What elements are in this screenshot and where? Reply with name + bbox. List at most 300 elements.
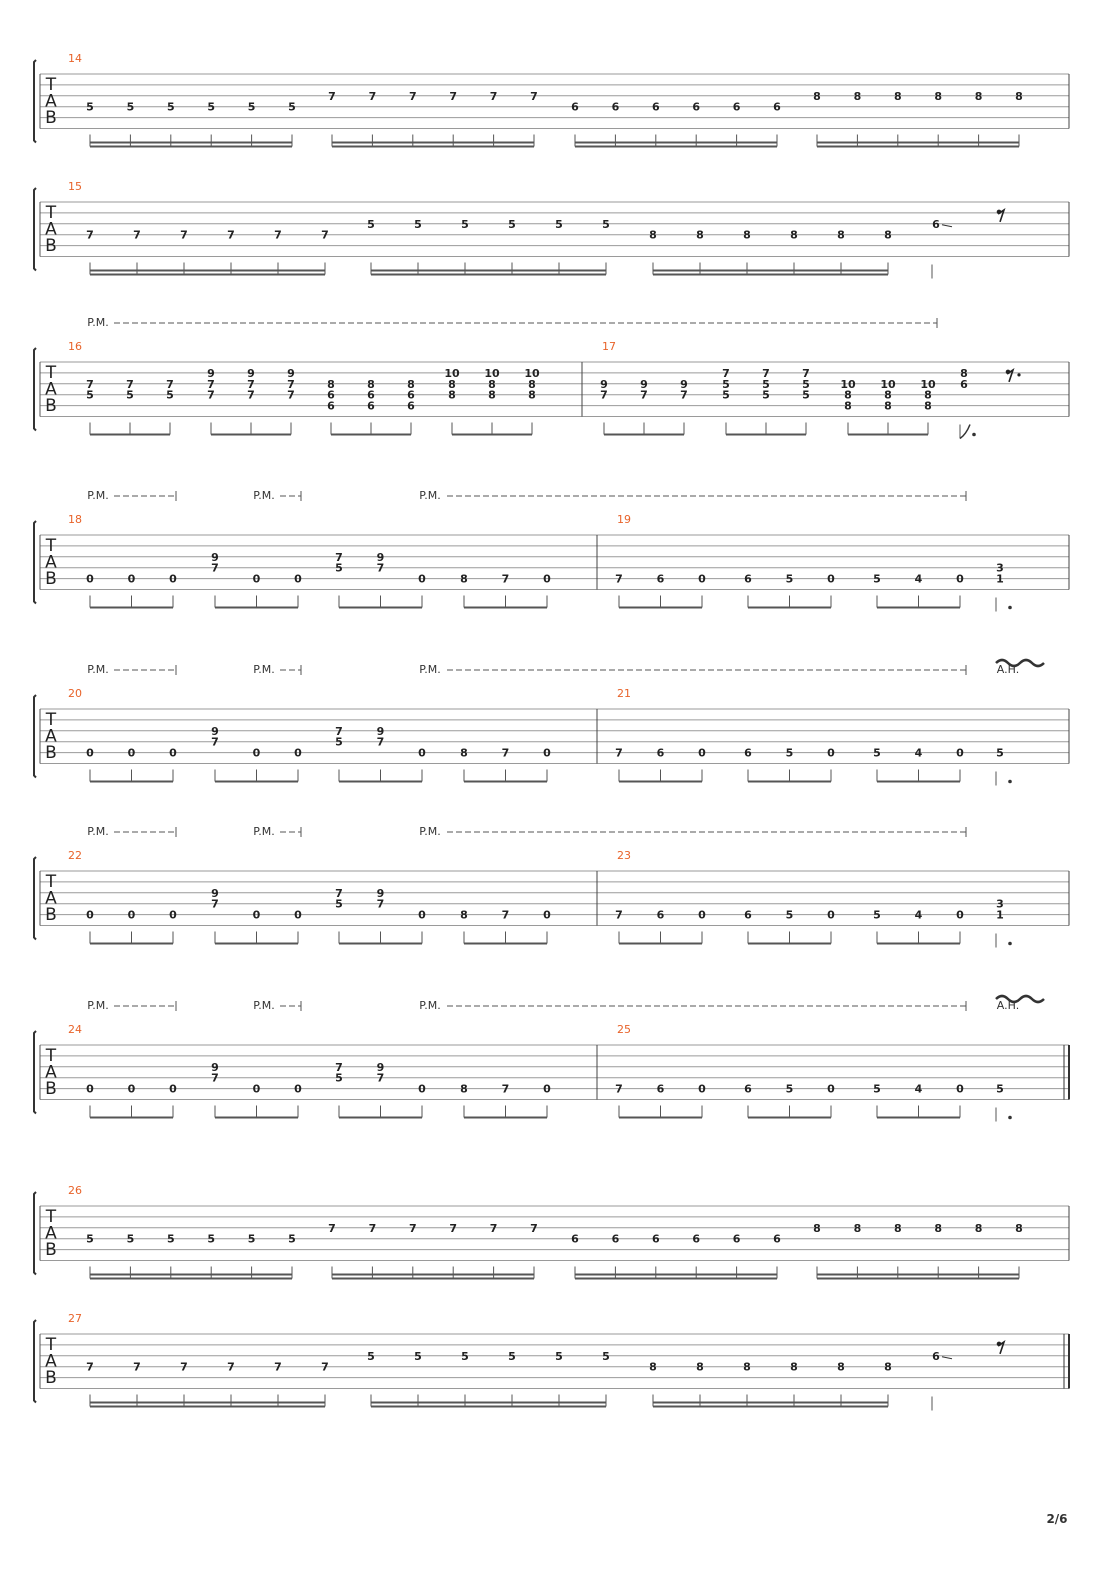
fret-number: 3 [996,561,1004,575]
fret-number: 7 [335,550,343,564]
fret-number: 7 [615,908,623,922]
beam-group [813,1222,1023,1279]
beam-group [211,1061,302,1118]
fret-number: 0 [86,572,94,586]
fret-number: 0 [956,1082,964,1096]
fret-number: 7 [287,388,295,402]
fret-number: 5 [335,561,343,575]
fret-number: 0 [169,1082,177,1096]
fret-number: 7 [530,1221,538,1235]
fret-number: 6 [367,388,375,402]
fret-number: 7 [501,1082,510,1096]
system-bracket [34,1192,36,1275]
fret-number: 5 [166,1232,175,1246]
fret-number: 8 [837,1360,845,1374]
fret-number: 8 [488,388,496,402]
fret-number: 0 [956,572,964,586]
fret-number: 3 [996,897,1004,911]
fret-number: 7 [274,228,282,242]
tab-clef-letter: T [45,710,57,730]
fret-number: 4 [914,572,923,586]
fret-number: 5 [247,100,256,114]
fret-number: 7 [501,908,510,922]
beam-group [722,367,810,435]
fret-number: 6 [773,100,781,114]
fret-number: 5 [762,377,770,391]
measure [68,687,551,782]
fret-number: 0 [698,572,706,586]
measure-number: 21 [617,687,631,700]
fret-number: 8 [790,228,798,242]
fret-number: 0 [127,1082,136,1096]
fret-number: 5 [873,746,881,760]
fret-number: 0 [169,572,177,586]
tab-clef-letter: A [45,888,57,909]
tab-system [34,996,1069,1122]
fret-number: 7 [133,228,141,242]
measure [68,1184,1023,1279]
fret-number: 5 [247,1232,256,1246]
fret-number: 9 [680,377,688,391]
tab-clef-letter: T [45,75,57,95]
beam-group [649,1361,892,1407]
single-note [996,898,1012,948]
tab-system [34,660,1069,786]
tab-clef-letter: T [45,1046,57,1066]
fret-number: 0 [418,746,426,760]
beam-group [86,1233,296,1279]
beam-group [840,378,936,435]
fret-number: 7 [227,1360,235,1374]
palm-mute-label: P.M. [87,663,109,676]
fret-number: 0 [86,908,94,922]
fret-number: 10 [444,366,460,380]
fret-number: 10 [484,366,500,380]
fret-number: 9 [600,377,608,391]
fret-number: 8 [649,1360,657,1374]
fret-number: 5 [126,388,134,402]
measure [597,687,1012,786]
measure [68,340,540,435]
fret-number: 0 [169,746,177,760]
system-bracket [34,1031,36,1114]
fret-number: 7 [207,377,215,391]
fret-number: 8 [790,1360,798,1374]
fret-number: 5 [722,377,730,391]
measure-number: 18 [68,513,82,526]
fret-number: 5 [414,217,422,231]
fret-number: 0 [127,746,136,760]
rhythm-dot [1008,1116,1012,1120]
fret-number: 7 [86,1360,94,1374]
beam-group [207,367,295,435]
fret-number: 9 [211,724,219,738]
beam-group [460,909,551,944]
fret-number: 0 [698,908,706,922]
beam-group [571,1233,781,1279]
fret-number: 7 [530,89,538,103]
fret-number: 5 [86,1232,94,1246]
beam-group [211,887,302,944]
fret-number: 0 [698,746,706,760]
beam-group [328,90,538,147]
tab-clef-letter: T [45,536,57,556]
fret-number: 5 [335,735,343,749]
fret-number: 5 [602,1349,610,1363]
fret-number: 7 [335,724,343,738]
fret-number: 5 [508,1349,516,1363]
beam-group [86,1083,177,1118]
slide-mark [942,1357,952,1359]
fret-number: 0 [827,908,835,922]
fret-number: 6 [732,1232,741,1246]
fret-number: 4 [914,908,923,922]
fret-number: 0 [252,1082,261,1096]
fret-number: 8 [884,399,892,413]
fret-number: 8 [960,366,968,380]
fret-number: 0 [252,572,261,586]
beam-group [571,101,781,147]
fret-number: 8 [934,1221,943,1235]
fret-number: 8 [649,228,657,242]
fret-number: 8 [460,746,468,760]
fret-number: 1 [996,572,1004,586]
fret-number: 7 [211,735,219,749]
fret-number: 10 [524,366,540,380]
tab-clef-letter: A [45,1223,57,1244]
measure-number: 15 [68,180,82,193]
beam-group [744,747,835,782]
fret-number: 5 [996,746,1004,760]
measure [68,849,551,944]
fret-number: 8 [488,377,496,391]
fret-number: 5 [873,572,881,586]
measure [68,1312,1004,1411]
fret-number: 0 [418,572,426,586]
fret-number: 5 [288,1232,296,1246]
fret-number: 5 [461,1349,469,1363]
fret-number: 9 [211,550,219,564]
fret-number: 7 [180,1360,188,1374]
fret-number: 5 [126,100,135,114]
beam-group [460,573,551,608]
measure [597,1023,1012,1122]
fret-number: 5 [508,217,516,231]
measure-number: 27 [68,1312,82,1325]
tab-clef-letter: T [45,363,57,383]
fret-number: 7 [640,388,648,402]
fret-number: 8 [853,1221,862,1235]
fret-number: 8 [837,228,845,242]
fret-number: 7 [376,897,385,911]
tab-system [34,1312,1069,1411]
fret-number: 1 [996,908,1004,922]
tab-clef-letter: T [45,1207,57,1227]
fret-number: 8 [893,1221,902,1235]
fret-number: 6 [407,388,415,402]
palm-mute-label: P.M. [253,825,275,838]
fret-number: 7 [408,1221,417,1235]
tab-clef-letter: A [45,1351,57,1372]
fret-number: 5 [555,1349,563,1363]
fret-number: 5 [166,100,175,114]
system-bracket [34,695,36,778]
fret-number: 6 [571,1232,579,1246]
single-note [960,367,976,439]
beam-group [86,909,177,944]
tab-system [34,180,1069,279]
measure-number: 14 [68,52,82,65]
fret-number: 7 [86,228,94,242]
fret-number: 7 [180,228,188,242]
fret-number: 0 [86,746,94,760]
measure [597,513,1012,612]
beam-group [615,1083,706,1118]
fret-number: 7 [449,89,458,103]
fret-number: 8 [853,89,862,103]
fret-number: 6 [611,1232,620,1246]
fret-number: 5 [414,1349,422,1363]
tab-clef-letter: B [45,1079,57,1099]
fret-number: 7 [376,561,385,575]
fret-number: 6 [692,100,701,114]
tab-clef-letter: A [45,1062,57,1083]
fret-number: 8 [696,1360,704,1374]
fret-number: 8 [407,377,415,391]
beam-group [367,1350,610,1407]
fret-number: 9 [287,366,295,380]
beam-group [615,747,706,782]
palm-mute-label: P.M. [87,316,109,329]
beam-group [460,747,551,782]
fret-number: 7 [376,735,385,749]
fret-number: 6 [571,100,579,114]
measure-number: 25 [617,1023,631,1036]
beam-group [86,1361,329,1407]
fret-number: 8 [924,399,932,413]
tab-clef-letter: B [45,236,57,256]
tab-clef-letter: A [45,219,57,240]
fret-number: 7 [86,377,94,391]
fret-number: 7 [207,388,215,402]
fret-number: 7 [762,366,770,380]
palm-mute-label: P.M. [253,999,275,1012]
fret-number: 7 [615,572,623,586]
fret-number: 7 [335,886,343,900]
fret-number: 6 [367,399,375,413]
fret-number: 0 [86,1082,94,1096]
fret-number: 8 [696,228,704,242]
fret-number: 5 [86,388,94,402]
tab-system [34,1184,1069,1279]
fret-number: 0 [169,908,177,922]
fret-number: 7 [247,388,255,402]
measure [68,52,1023,147]
fret-number: 6 [407,399,415,413]
tab-system [34,52,1069,147]
tab-clef-letter: B [45,743,57,763]
fret-number: 8 [743,228,751,242]
fret-number: 7 [211,561,219,575]
fret-number: 5 [288,100,296,114]
fret-number: 8 [528,388,536,402]
fret-number: 7 [211,1071,219,1085]
palm-mute-label: P.M. [253,489,275,502]
beam-group [86,573,177,608]
tab-clef-letter: B [45,1368,57,1388]
tab-system [34,316,1069,439]
rest-dot [1017,373,1020,376]
fret-number: 8 [460,572,468,586]
system-bracket [34,188,36,271]
fret-number: 7 [211,897,219,911]
fret-number: 0 [543,908,551,922]
measure-number: 22 [68,849,82,862]
fret-number: 7 [247,377,255,391]
fret-number: 5 [602,217,610,231]
tab-clef-letter: A [45,552,57,573]
palm-mute-label: P.M. [419,825,441,838]
beam-group [444,367,540,435]
harmonic-label: A.H. [996,999,1020,1012]
fret-number: 0 [252,908,261,922]
fret-number: 8 [743,1360,751,1374]
fret-number: 8 [884,1360,892,1374]
fret-number: 10 [880,377,896,391]
palm-mute-label: P.M. [419,663,441,676]
fret-number: 8 [367,377,375,391]
fret-number: 5 [335,1071,343,1085]
fret-number: 7 [328,89,336,103]
fret-number: 5 [722,388,730,402]
fret-number: 0 [418,908,426,922]
fret-number: 9 [376,886,385,900]
palm-mute-label: P.M. [253,663,275,676]
fret-number: 0 [827,572,835,586]
fret-number: 0 [127,908,136,922]
fret-number: 7 [287,377,295,391]
tab-clef-letter: A [45,379,57,400]
rhythm-dot [1008,780,1012,784]
beam-group [615,909,706,944]
fret-number: 7 [489,1221,498,1235]
fret-number: 0 [827,1082,835,1096]
fret-number: 0 [252,746,261,760]
beam-group [600,378,688,435]
fret-number: 8 [813,1221,821,1235]
fret-number: 6 [773,1232,781,1246]
fret-number: 6 [932,217,940,231]
fret-number: 5 [335,897,343,911]
fret-number: 5 [785,1082,794,1096]
fret-number: 6 [651,1232,660,1246]
fret-number: 5 [785,908,794,922]
fret-number: 4 [914,746,923,760]
measure [597,849,1012,948]
beam-group [335,725,426,782]
fret-number: 9 [211,1060,219,1074]
fret-number: 8 [884,388,892,402]
fret-number: 8 [934,89,943,103]
harmonic-label: A.H. [996,663,1020,676]
fret-number: 8 [924,388,932,402]
fret-number: 6 [932,1349,940,1363]
fret-number: 8 [528,377,536,391]
fret-number: 10 [920,377,936,391]
fret-number: 7 [501,746,510,760]
beam-group [211,551,302,608]
fret-number: 7 [274,1360,282,1374]
beam-group [615,573,706,608]
fret-number: 7 [408,89,417,103]
beam-group [744,909,835,944]
fret-number: 9 [376,724,385,738]
palm-mute-label: P.M. [419,999,441,1012]
fret-number: 6 [656,746,665,760]
fret-number: 6 [656,908,665,922]
slide-mark [942,225,952,227]
beam-group [460,1083,551,1118]
beam-group [86,101,296,147]
fret-number: 7 [615,1082,623,1096]
fret-number: 5 [207,1232,216,1246]
tab-clef-letter: T [45,872,57,892]
beam-group [873,747,964,782]
system-bracket [34,857,36,940]
beam-group [873,909,964,944]
fret-number: 9 [247,366,255,380]
fret-number: 0 [543,572,551,586]
measure-number: 19 [617,513,631,526]
palm-mute-label: P.M. [87,489,109,502]
tab-clef-letter: B [45,1240,57,1260]
fret-number: 7 [368,1221,377,1235]
fret-number: 9 [376,1060,385,1074]
fret-number: 0 [698,1082,706,1096]
fret-number: 7 [489,89,498,103]
beam-group [327,378,415,435]
fret-number: 0 [956,908,964,922]
fret-number: 8 [974,89,983,103]
fret-number: 6 [732,100,741,114]
fret-number: 6 [327,399,335,413]
palm-mute-label: P.M. [87,825,109,838]
fret-number: 6 [656,1082,665,1096]
tab-clef-letter: B [45,905,57,925]
fret-number: 10 [840,377,856,391]
fret-number: 7 [321,1360,329,1374]
fret-number: 0 [294,572,302,586]
fret-number: 6 [744,572,752,586]
fret-number: 8 [1015,1221,1023,1235]
fret-number: 8 [974,1221,983,1235]
fret-number: 5 [207,100,216,114]
tab-system [34,489,1069,612]
beam-group [873,1083,964,1118]
system-bracket [34,60,36,143]
beam-group [335,1061,426,1118]
measure-number: 26 [68,1184,82,1197]
fret-number: 7 [133,1360,141,1374]
fret-number: 7 [376,1071,385,1085]
fret-number: 5 [126,1232,135,1246]
fret-number: 7 [680,388,688,402]
fret-number: 5 [555,217,563,231]
tab-clef-letter: T [45,1335,57,1355]
single-note [996,562,1012,612]
tab-system [34,825,1069,948]
fret-number: 9 [640,377,648,391]
